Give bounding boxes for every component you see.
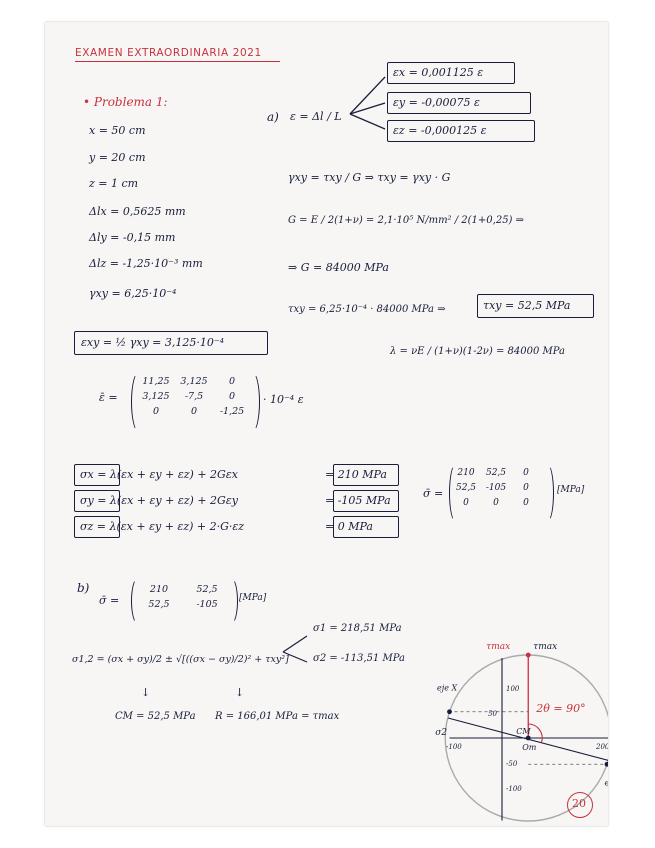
epsilon-z-result: εz = -0,000125 ε xyxy=(393,124,487,137)
matrix-cell: -105 xyxy=(196,599,218,610)
stress-tensor-label: σ̄ = xyxy=(423,487,444,500)
point-x xyxy=(447,709,452,714)
cm-result: CM = 52,5 MPa xyxy=(115,711,196,722)
sigma-y-result: = -105 MPa xyxy=(325,494,391,507)
matrix-cell: 210 xyxy=(149,584,169,595)
matrix-cell: 52,5 xyxy=(485,468,507,478)
tick-tau: 50 xyxy=(488,710,497,718)
matrix-cell: -1,25 xyxy=(219,406,245,417)
g-equation: G = E / 2(1+ν) = 2,1·10⁵ N/mm² / 2(1+0,25) ⇒ xyxy=(288,215,525,226)
given-z: z = 1 cm xyxy=(89,177,139,190)
matrix-cell: 0 xyxy=(190,406,198,417)
sigma-z-result: = 0 MPa xyxy=(325,520,373,533)
matrix-cell: 3,125 xyxy=(142,391,170,402)
lambda-equation: λ = νE / (1+ν)(1-2ν) = 84000 MPa xyxy=(390,346,565,357)
epsilon-x-result: εx = 0,001125 ε xyxy=(393,66,484,79)
matrix-cell: 52,5 xyxy=(148,599,170,610)
part-b-label: b) xyxy=(77,581,90,595)
matrix-cell: 210 xyxy=(457,468,475,478)
point-center xyxy=(526,736,531,741)
tick-tau: -50 xyxy=(506,760,518,768)
sigma-y-equation: σy = λ(εx + εy + εz) + 2Gεy xyxy=(80,494,238,507)
label-tau-max-2: τmax xyxy=(533,641,558,652)
strain-definition: ε = Δl / L xyxy=(290,110,342,123)
label-sigma2: σ2 xyxy=(435,728,448,738)
point-y xyxy=(605,762,608,767)
matrix-cell: -105 xyxy=(485,483,507,493)
strain-tensor-factor: · 10⁻⁴ ε xyxy=(263,393,304,406)
matrix-cell: 11,25 xyxy=(142,376,170,387)
given-delta-ly: Δly = -0,15 mm xyxy=(89,231,176,244)
radius-arrow: ↓ xyxy=(235,686,245,699)
mohr-circle-diagram: σ1 σ2 τmax τmax 2θ = 90° CM Om eje X eje Y 100 50 -50 -100 -100 200 xyxy=(45,22,608,826)
point-tau-max xyxy=(526,653,531,658)
matrix-cell: 0 xyxy=(523,498,529,508)
epsilon-y-result: εy = -0,00075 ε xyxy=(393,96,480,109)
sigma-z-equation: σz = λ(εx + εy + εz) + 2·G·εz xyxy=(80,520,245,533)
part-b-tensor-label: σ̄ = xyxy=(99,594,120,607)
principal-stress-equation: σ1,2 = (σx + σy)/2 ± √[((σx − σy)/2)² + τxy²] xyxy=(72,654,289,665)
radius-result: R = 166,01 MPa = τmax xyxy=(215,711,340,722)
page-number: 20 xyxy=(572,797,586,810)
g-result: ⇒ G = 84000 MPa xyxy=(288,261,389,274)
given-x: x = 50 cm xyxy=(89,124,146,137)
matrix-cell: 0 xyxy=(493,498,499,508)
label-angle: 2θ = 90° xyxy=(536,702,586,715)
matrix-cell: 0 xyxy=(463,498,469,508)
given-gamma-xy: γxy = 6,25·10⁻⁴ xyxy=(89,287,177,300)
stress-tensor-unit: [MPa] xyxy=(557,485,585,495)
matrix-cell: 3,125 xyxy=(180,376,208,387)
matrix-cell: 52,5 xyxy=(196,584,218,595)
sigma2-result: σ2 = -113,51 MPa xyxy=(313,653,405,664)
cm-arrow: ↓ xyxy=(141,686,151,699)
tick-sigma: -100 xyxy=(446,743,462,751)
matrix-cell: 0 xyxy=(523,483,529,493)
part-b-unit: [MPa] xyxy=(239,593,267,603)
strain-tensor-label: ε̄ = xyxy=(99,391,118,404)
given-y: y = 20 cm xyxy=(89,151,146,164)
gamma-equation: γxy = τxy / G ⇒ τxy = γxy · G xyxy=(288,171,451,184)
matrix-cell: -7,5 xyxy=(184,391,204,402)
sigma-x-equation: σx = λ(εx + εy + εz) + 2Gεx xyxy=(80,468,238,481)
part-a-label: a) xyxy=(267,110,279,124)
label-cm: CM xyxy=(516,727,531,736)
sigma1-result: σ1 = 218,51 MPa xyxy=(313,623,402,634)
exam-title: EXAMEN EXTRAORDINARIA 2021 xyxy=(75,47,262,59)
tick-sigma: 200 xyxy=(596,743,610,751)
problem-label: • Problema 1: xyxy=(83,95,168,109)
matrix-cell: 52,5 xyxy=(455,483,477,493)
given-delta-lx: Δlx = 0,5625 mm xyxy=(89,205,186,218)
tick-tau: 100 xyxy=(506,685,520,693)
exy-equation: εxy = ½ γxy = 3,125·10⁻⁴ xyxy=(81,336,225,349)
label-eje-y: eje Y xyxy=(604,778,625,788)
matrix-cell: 0 xyxy=(228,376,236,387)
matrix-cell: 0 xyxy=(523,468,529,478)
label-origin: Om xyxy=(522,743,537,752)
matrix-cell: 0 xyxy=(152,406,160,417)
exam-sheet xyxy=(45,22,626,826)
given-delta-lz: Δlz = -1,25·10⁻³ mm xyxy=(89,257,203,270)
matrix-cell: 0 xyxy=(228,391,236,402)
tick-tau: -100 xyxy=(506,785,522,793)
label-tau-max: τmax xyxy=(486,641,511,652)
tau-equation: τxy = 6,25·10⁻⁴ · 84000 MPa ⇒ xyxy=(288,304,446,315)
sigma-x-result: = 210 MPa xyxy=(325,468,387,481)
label-eje-x: eje X xyxy=(437,683,458,693)
tau-result: τxy = 52,5 MPa xyxy=(483,299,571,312)
